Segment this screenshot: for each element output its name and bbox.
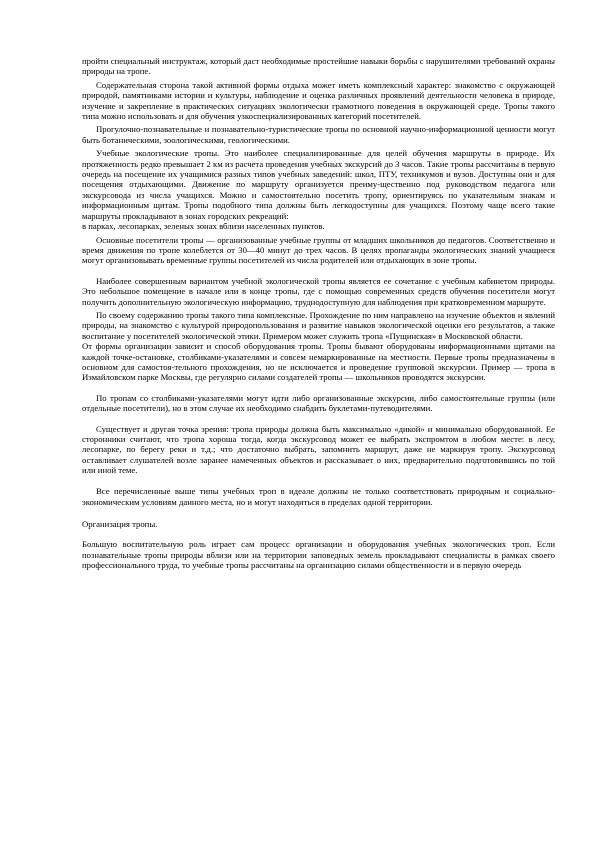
paragraph-11: Существует и другая точка зрения: тропа природы должна быть максимально «дикой» и минимально оборудованной. Ее сторонники считают, что тропа хороша тогда, когда экскурсовод может ее выбрать экспромтом в любом месте: в лесу, лесопарке, по берегу реки и т.д.; что достаточно выбрать, запомнить маршрут, даже не маркируя тропу. Экскурсовод оставливает слушателей возле заранее намеченных объектов и рассказывает о них, предварительно подготовившись по той или иной теме. xyxy=(82,423,555,476)
paragraph-4: Учебные экологические тропы. Это наиболее специализированные для целей обучения маршруты в природе. Их протяженность редко превышает 2 км из расчета проведения учебных экскурсий до 3 часов. Такие тропы рассчитаны в первую очередь на посещение их учащимися разных типов учебных заведений: школ, ПТУ, техникумов и вузов. Доступны они и для посещения отдыхающими. Движение по маршруту организуется преиму-щественно под руководством педагога или экскурсовода из числа учащихся. Можно и самостоятельно посетить тропу, ориентируясь по указательным знакам и информационным щитам. Тропы подобного типа должны быть легкодоступны для учащихся. Поэтому чаще всего такие маршруты прокладывают в зонах городских рекреаций: xyxy=(82,148,555,221)
paragraph-3: Прогулочно-познавательные и познавательно-туристические тропы по основной научно-информационной ценности могут быть ботаническими, зоологическими, геологическими. xyxy=(82,124,555,145)
document-page xyxy=(82,56,555,570)
paragraph-9: От формы организации зависит и способ оборудования тропы. Тропы бывают оборудованы информационными щитами на каждой точке-остановке, столбиками-указателями и совсем немаркированные на местности. Первые тропы предназначены в основном для самостоя-тельного прохождения, но не исключается и проведение групповой экскурсии. Пример — тропа в Измайловском парке Москвы, где регулярно силами создателей тропы — школьников проводятся экскурсии. xyxy=(82,341,555,383)
paragraph-1: пройти специальный инструктаж, который даст необходимые простейшие навыки борьбы с нарушителями требований охраны природы на тропе. xyxy=(82,56,555,77)
paragraph-7: Наиболее совершенным вариантом учебной экологической тропы является ее сочетание с учебным кабинетом природы. Это небольшое помещение в начале или в конце тропы, где с помощью современных средств обучения посетители могут получить дополнительную экологическую информацию, труднодоступную для наблюдения при кратковременном маршруте. xyxy=(82,275,555,307)
paragraph-13: Большую воспитательную роль играет сам процесс организации и оборудования учебных экологических троп. Если познавательные тропы природы вблизи или на территории заповедных земель прокладывают специалисты в рамках своего профессионального труда, то учебные тропы рассчитаны на организацию силами общественности и в первую очередь xyxy=(82,539,555,571)
section-heading: Организация тропы. xyxy=(82,518,158,529)
paragraph-8: По своему содержанию тропы такого типа комплексные. Прохождение по ним направлено на изучение объектов и явлений природы, на знакомство с культурой природопользования и развитие навыков экологической оценки его результатов, а также воспитание у посетителей экологической этики. Примером может служить тропа «Пущинская» в Московской области. xyxy=(82,309,555,341)
paragraph-6: Основные посетители тропы — организованные учебные группы от младших школьников до педагогов. Соответственно и время движения по тропе колеблется от 30—40 минут до трех часов. В целях пропаганды экологических знаний учащиеся могут организовывать временные группы посетителей из числа родителей или отдыхающих в зоне тропы. xyxy=(82,234,555,266)
paragraph-2: Содержательная сторона такой активной формы отдыха может иметь комплексный характер: знакомство с окружающей природой, памятниками истории и культуры, наблюдение и оценка различных проявлений деятельности человека в природе, изучение и закрепление в практических ситуациях экологически грамотного поведения в окружающей среде. Тропы такого типа можно использовать и для обучения узкоспециализированных категорий посетителей. xyxy=(82,79,555,122)
paragraph-5: в парках, лесопарках, зеленых зонах вблизи населенных пунктов. xyxy=(82,221,325,232)
paragraph-10: По тропам со столбиками-указателями могут идти либо организованные экскурсии, либо самостоятельные группы (или отдельные посетители), но в этом случае их необходимо снабдить буклетами-путеводителями. xyxy=(82,392,555,414)
paragraph-12: Все перечисленные выше типы учебных троп в идеале должны не только соответствовать природным и социально-экономическим условиям данного места, но и могут находиться в пределах одной территории. xyxy=(82,485,555,508)
